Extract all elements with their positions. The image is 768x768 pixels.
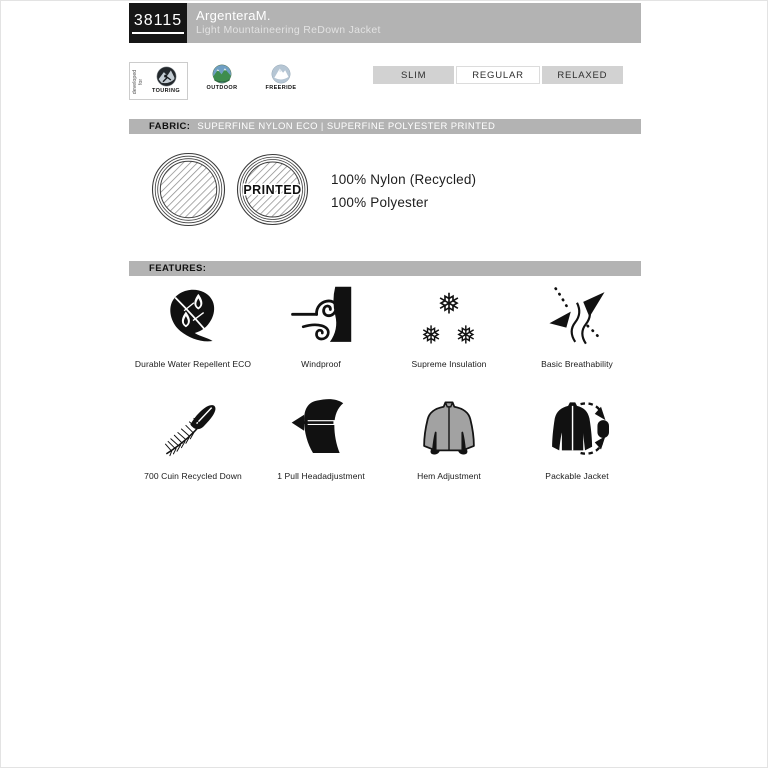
features-row-2 <box>129 396 641 481</box>
fit-option-slim[interactable]: SLIM <box>373 66 454 84</box>
sport-label: FREERIDE <box>265 85 297 91</box>
sport-item-outdoor[interactable] <box>200 64 244 91</box>
feature-dwr <box>129 284 257 369</box>
product-number: 38115 <box>132 12 184 34</box>
fabric-section-label: FABRIC: <box>149 121 191 132</box>
printed-fabric-swatch <box>236 153 309 226</box>
feature-label: Packable Jacket <box>545 471 609 481</box>
composition-line: 100% Nylon (Recycled) <box>331 172 477 187</box>
fabric-value: SUPERFINE NYLON ECO | SUPERFINE POLYESTER PRINTED <box>197 121 496 132</box>
title-bar <box>187 3 641 43</box>
product-subtitle: Light Mountaineering ReDown Jacket <box>196 24 381 36</box>
feature-windproof <box>257 284 385 369</box>
freeride-mountain-icon <box>271 64 291 84</box>
outdoor-mountain-icon <box>212 64 232 84</box>
fit-selector <box>373 66 623 84</box>
feature-label: 700 Cuin Recycled Down <box>144 471 242 481</box>
svg-text:❅: ❅ <box>420 320 442 349</box>
printed-swatch-label: PRINTED <box>243 183 302 197</box>
product-title: ArgenteraM. <box>196 8 271 23</box>
jacket-pack-pouch-icon <box>539 397 615 461</box>
feature-label: 1 Pull Headadjustment <box>277 471 365 481</box>
feature-label: Supreme Insulation <box>411 359 487 369</box>
feature-headadjustment <box>257 396 385 481</box>
features-row-1 <box>129 284 641 369</box>
touring-mountain-icon <box>156 66 177 87</box>
feature-packable <box>513 396 641 481</box>
svg-text:❅: ❅ <box>437 287 461 321</box>
jacket-hem-toggles-icon <box>411 397 487 461</box>
feature-label: Windproof <box>301 359 341 369</box>
hood-pull-arrow-icon <box>283 397 359 461</box>
wind-swirl-icon <box>283 285 359 349</box>
fit-option-regular[interactable]: REGULAR <box>456 66 539 84</box>
features-section-label: FEATURES: <box>149 263 207 274</box>
feature-label: Durable Water Repellent ECO <box>134 359 252 369</box>
composition-line: 100% Polyester <box>331 195 429 210</box>
feature-hem-adjustment <box>385 396 513 481</box>
down-feather-icon <box>155 397 231 461</box>
svg-text:❅: ❅ <box>455 320 477 349</box>
features-section-bar <box>129 261 641 276</box>
sport-label: OUTDOOR <box>206 85 238 91</box>
feature-breathability <box>513 284 641 369</box>
developed-for-selected-box[interactable] <box>129 62 188 100</box>
sport-item-touring[interactable] <box>143 66 189 94</box>
fabric-section-bar <box>129 119 641 134</box>
feature-insulation <box>385 284 513 369</box>
developed-for-label: developed for <box>132 69 145 95</box>
hatched-fabric-swatch <box>151 152 226 227</box>
header <box>129 3 641 43</box>
fabric-composition <box>331 168 476 214</box>
snowflakes-icon <box>411 285 487 349</box>
sport-label: TOURING <box>151 88 181 94</box>
fit-option-relaxed[interactable]: RELAXED <box>542 66 623 84</box>
product-number-box <box>129 3 187 43</box>
feature-down <box>129 396 257 481</box>
sheet-content <box>129 1 641 768</box>
feature-label: Hem Adjustment <box>417 471 481 481</box>
leaf-water-droplets-icon <box>155 285 231 349</box>
feature-label: Basic Breathability <box>541 359 613 369</box>
sport-item-freeride[interactable] <box>259 64 303 91</box>
breathability-arrows-icon <box>539 285 615 349</box>
